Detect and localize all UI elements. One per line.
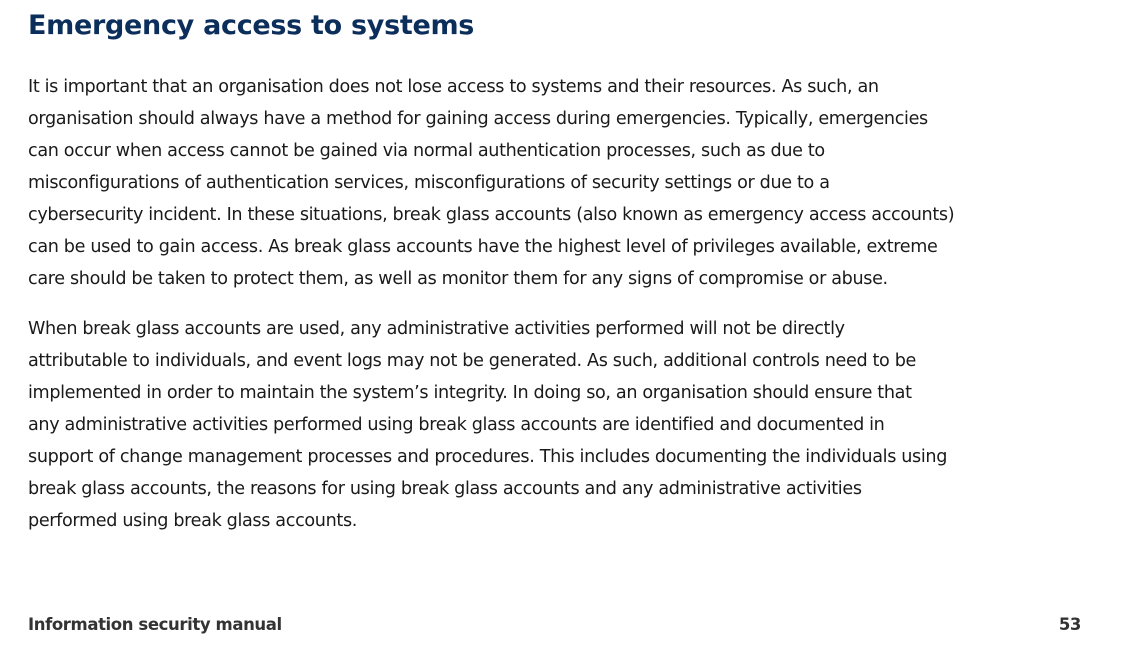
text-line: break glass accounts, the reasons for using break glass accounts and any administrative activities xyxy=(28,479,862,499)
paragraph-emergency-access xyxy=(28,71,954,295)
text-line: It is important that an organisation does not lose access to systems and their resources. As such, an xyxy=(28,77,879,97)
text-line: attributable to individuals, and event logs may not be generated. As such, additional controls need to be xyxy=(28,351,916,371)
footer-document-title: Information security manual xyxy=(28,615,282,634)
text-line: can be used to gain access. As break glass accounts have the highest level of privileges available, extreme xyxy=(28,237,938,257)
text-line: cybersecurity incident. In these situations, break glass accounts (also known as emergency access accounts) xyxy=(28,205,955,225)
text-line: When break glass accounts are used, any administrative activities performed will not be directly xyxy=(28,319,845,339)
text-line: care should be taken to protect them, as well as monitor them for any signs of compromise or abuse. xyxy=(28,269,888,289)
footer-page-number: 53 xyxy=(1058,615,1081,634)
text-line: support of change management processes and procedures. This includes documenting the individuals using xyxy=(28,447,948,467)
text-line: any administrative activities performed using break glass accounts are identified and documented in xyxy=(28,415,885,435)
text-line: performed using break glass accounts. xyxy=(28,511,358,531)
section-heading: Emergency access to systems xyxy=(28,10,475,41)
paragraph-break-glass-usage xyxy=(28,313,947,537)
text-line: implemented in order to maintain the system’s integrity. In doing so, an organisation should ensure that xyxy=(28,383,912,403)
text-line: can occur when access cannot be gained via normal authentication processes, such as due to xyxy=(28,141,825,161)
text-line: misconfigurations of authentication services, misconfigurations of security settings or due to a xyxy=(28,173,830,193)
text-line: organisation should always have a method for gaining access during emergencies. Typically, emergencies xyxy=(28,109,928,129)
